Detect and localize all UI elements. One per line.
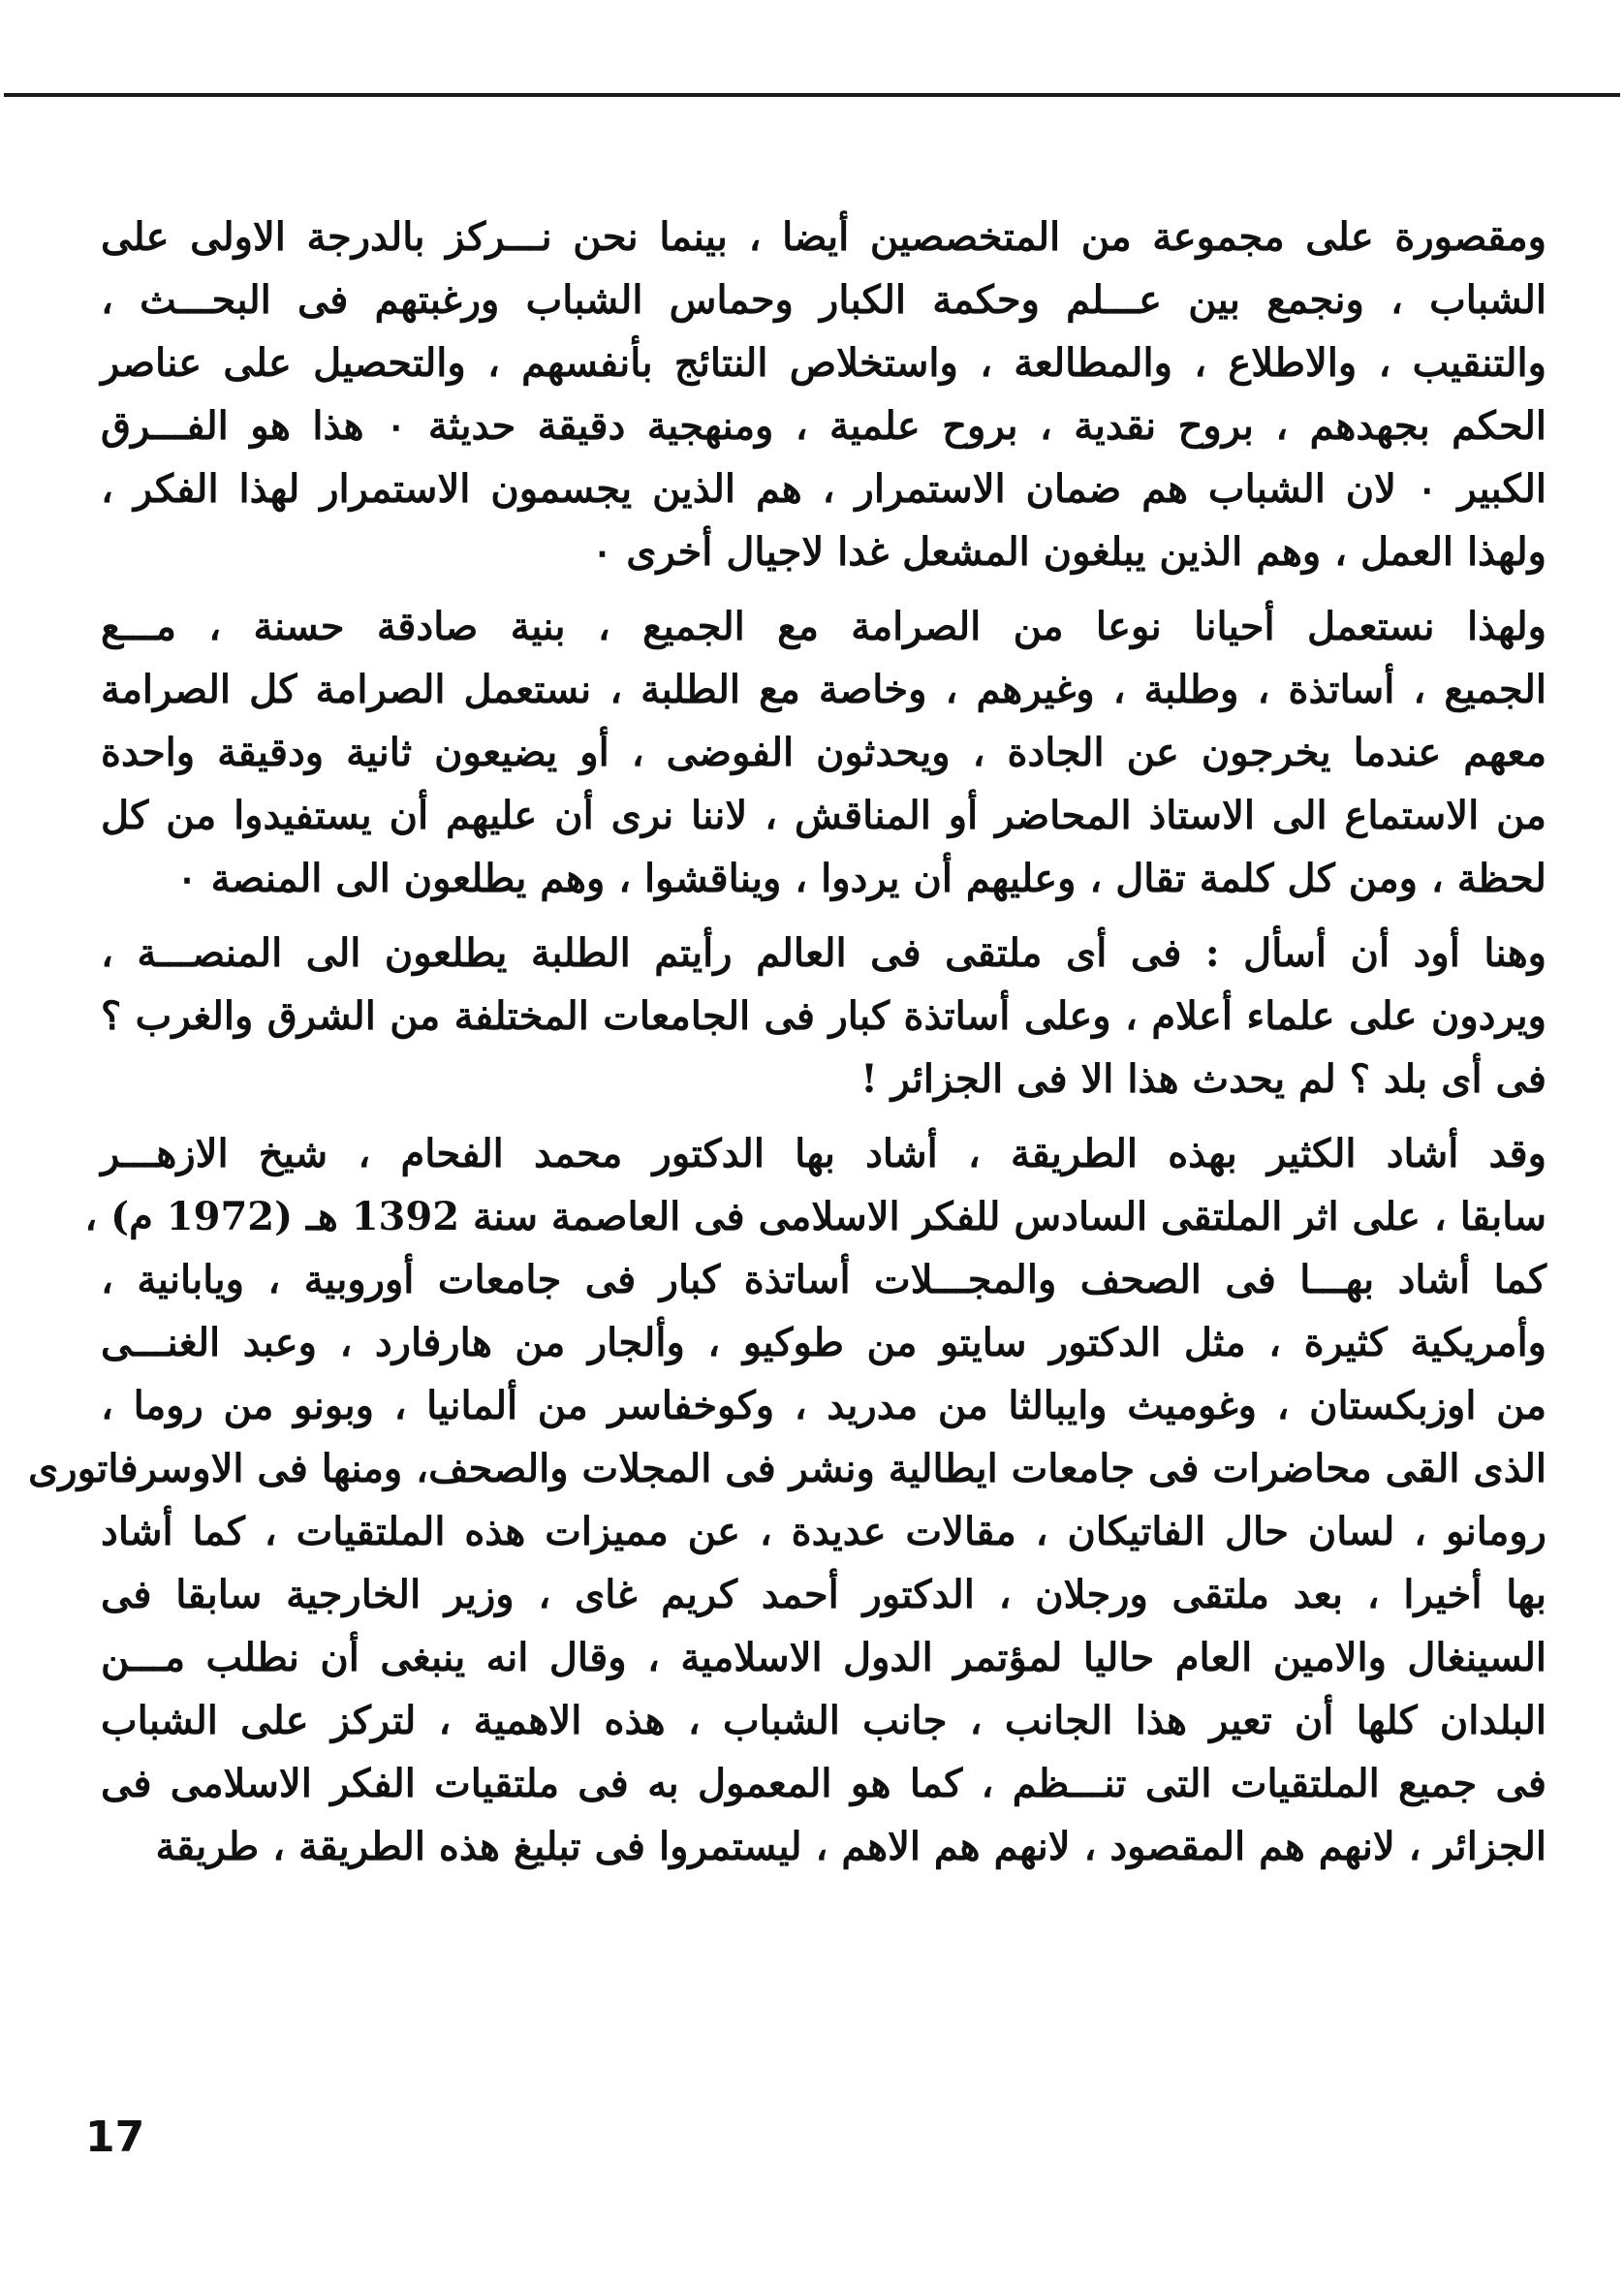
text-line: لحظة ، ومن كل كلمة تقال ، وعليهم أن يردوا ، ويناقشوا ، وهم يطلعون الى المنصة ٠ — [176, 856, 1546, 901]
text-line: كما أشاد بهـــا فى الصحف والمجـــلات أساتذة كبار فى جامعات أوروبية ، ويابانية ، — [101, 1257, 1546, 1302]
text-line: من الاستماع الى الاستاذ المحاضر أو المناقش ، لاننا نرى أن عليهم أن يستفيدوا من كل — [101, 793, 1546, 838]
text-line: ولهذا العمل ، وهم الذين يبلغون المشعل غدا لاجيال أخرى ٠ — [591, 529, 1546, 575]
text-line: الجميع ، أساتذة ، وطلبة ، وغيرهم ، وخاصة مع الطلبة ، نستعمل الصرامة كل الصرامة — [101, 667, 1546, 712]
text-line: رومانو ، لسان حال الفاتيكان ، مقالات عديدة ، عن مميزات هذه الملتقيات ، كما أشاد — [101, 1509, 1546, 1554]
text-line: الكبير ٠ لان الشباب هم ضمان الاستمرار ، هم الذين يجسمون الاستمرار لهذا الفكر ، — [101, 466, 1547, 512]
top-rule — [4, 93, 1620, 97]
text-line: معهم عندما يخرجون عن الجادة ، ويحدثون الفوضى ، أو يضيعون ثانية ودقيقة واحدة — [101, 730, 1546, 775]
text-line: ومقصورة على مجموعة من المتخصصين أيضا ، بينما نحن نـــركز بالدرجة الاولى على — [101, 214, 1546, 260]
text-line: الذى القى محاضرات فى جامعات ايطالية ونشر فى المجلات والصحف، ومنها فى الاوسرفاتورى — [27, 1446, 1546, 1491]
text-line: والتنقيب ، والاطلاع ، والمطالعة ، واستخلاص النتائج بأنفسهم ، والتحصيل على عناصر — [101, 340, 1546, 386]
text-line: الجزائر ، لانهم هم المقصود ، لانهم هم الاهم ، ليستمروا فى تبليغ هذه الطريقة ، طريقة — [155, 1824, 1546, 1869]
body-text — [27, 205, 1547, 1890]
text-line: وقد أشاد الكثير بهذه الطريقة ، أشاد بها الدكتور محمد الفحام ، شيخ الازهـــر — [101, 1131, 1546, 1176]
text-line: السينغال والامين العام حاليا لمؤتمر الدول الاسلامية ، وقال انه ينبغى أن نطلب مـــن — [101, 1635, 1546, 1680]
text-line: وأمريكية كثيرة ، مثل الدكتور سايتو من طوكيو ، وألجار من هارفارد ، وعبد الغنـــى — [101, 1320, 1546, 1365]
text-line: ويردون على علماء أعلام ، وعلى أساتذة كبار فى الجامعات المختلفة من الشرق والغرب ؟ — [101, 993, 1546, 1039]
page-number: 17 — [85, 2113, 145, 2162]
text-line: الحكم بجهدهم ، بروح نقدية ، بروح علمية ، ومنهجية دقيقة حديثة ٠ هذا هو الفـــرق — [101, 403, 1546, 449]
text-line: وهنا أود أن أسأل : فى أى ملتقى فى العالم رأيتم الطلبة يطلعون الى المنصـــة ، — [101, 930, 1546, 976]
text-line: من اوزبكستان ، وغوميث وايبالثا من مدريد ، وكوخفاسر من ألمانيا ، وبونو من روما ، — [101, 1383, 1546, 1428]
paragraph — [101, 205, 1546, 583]
text-line: فى جميع الملتقيات التى تنـــظم ، كما هو المعمول به فى ملتقيات الفكر الاسلامى فى — [101, 1761, 1546, 1806]
text-line: ولهذا نستعمل أحيانا نوعا من الصرامة مع الجميع ، بنية صادقة حسنة ، مـــع — [101, 604, 1546, 649]
paragraph — [27, 1122, 1546, 1878]
text-line: البلدان كلها أن تعير هذا الجانب ، جانب الشباب ، هذه الاهمية ، لتركز على الشباب — [101, 1698, 1546, 1743]
paragraph — [101, 595, 1546, 910]
text-line: بها أخيرا ، بعد ملتقى ورجلان ، الدكتور أحمد كريم غاى ، وزير الخارجية سابقا فى — [101, 1572, 1546, 1617]
paragraph — [101, 922, 1546, 1111]
text-line: فى أى بلد ؟ لم يحدث هذا الا فى الجزائر ! — [860, 1056, 1546, 1102]
text-line: الشباب ، ونجمع بين عـــلم وحكمة الكبار وحماس الشباب ورغبتهم فى البحـــث ، — [101, 277, 1546, 323]
text-line: سابقا ، على اثر الملتقى السادس للفكر الاسلامى فى العاصمة سنة 1392 هـ (1972 م) ، — [84, 1194, 1546, 1239]
